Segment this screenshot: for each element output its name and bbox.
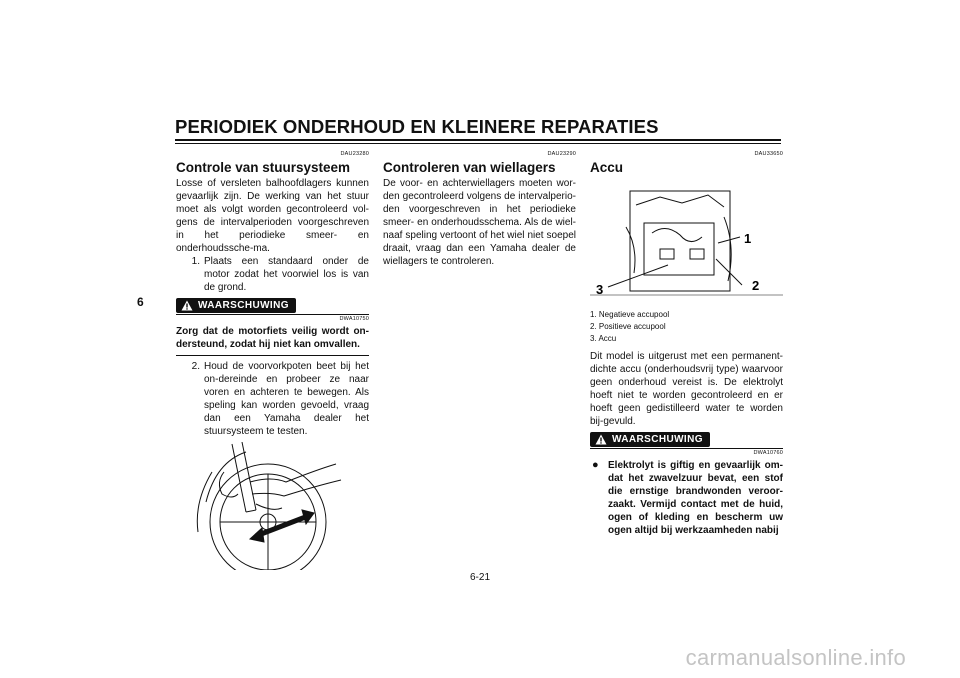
step-number: 2. xyxy=(191,361,200,372)
step-number: 1. xyxy=(191,256,200,267)
page-number: 6-21 xyxy=(469,572,490,583)
legend-item: 1. Negatieve accupool xyxy=(590,310,670,319)
battery-section xyxy=(590,150,783,537)
section-code: DAU23290 xyxy=(547,151,576,157)
warning-end-rule xyxy=(176,355,369,356)
section-intro: Losse of versleten balhoofdlagers kunnen gevaarlijk zijn. De werking van het stuur moet als volgt worden gecontroleerd vol-gens de intervalperioden voorgeschreven in het periodieke smeer- en onderhoudssche-ma. xyxy=(176,178,369,254)
warning-triangle-icon xyxy=(181,300,193,311)
warning-header xyxy=(590,432,783,447)
fork-check-illustration xyxy=(176,442,369,570)
battery-illustration xyxy=(590,177,783,305)
section-code: DAU23280 xyxy=(340,151,369,157)
figure-legend xyxy=(590,309,783,345)
chapter-number: 6 xyxy=(137,295,144,309)
callout-1: 1 xyxy=(744,231,752,246)
title-rule-thin xyxy=(175,143,781,144)
steering-section xyxy=(176,150,369,575)
warning-text: Zorg dat de motorfiets veilig wordt on-dersteund, zodat hij niet kan omvallen. xyxy=(176,326,369,350)
callout-3: 3 xyxy=(596,282,604,297)
wheel-bearings-section xyxy=(383,150,576,268)
warning-bullet-text: Elektrolyt is giftig en gevaarlijk om-dat het zwavelzuur bevat, een stof die ernstige brandwonden veroor-zaakt. Vermijd contact met de huid, ogen of kleding en bescherm uw ogen altijd bij werkzaamheden nabij xyxy=(608,460,783,536)
warning-label: WAARSCHUWING xyxy=(198,300,289,311)
warning-header xyxy=(176,298,369,313)
step-text: Plaats een standaard onder de motor zodat het voorwiel los is van de grond. xyxy=(204,256,369,293)
legend-item: 2. Positieve accupool xyxy=(590,322,666,331)
warning-triangle-icon xyxy=(595,434,607,445)
bullet-dot-icon: ● xyxy=(592,459,599,471)
section-title: Controleren van wiellagers xyxy=(383,160,556,175)
warning-badge xyxy=(590,432,710,447)
step-item xyxy=(176,360,369,438)
battery-diagram xyxy=(590,177,783,305)
legend-item: 3. Accu xyxy=(590,334,617,343)
section-code: DAU33650 xyxy=(754,151,783,157)
warning-code: DWA10750 xyxy=(176,314,369,323)
steering-illustration xyxy=(176,442,369,575)
warning-label: WAARSCHUWING xyxy=(612,434,703,445)
callout-2: 2 xyxy=(752,278,760,293)
watermark: carmanualsonline.info xyxy=(685,645,906,670)
section-text: Dit model is uitgerust met een permanent-dichte accu (onderhoudsvrij type) waarvoor geen onderhoud vereist is. De elektrolyt hoeft niet te worden gecontroleerd en er hoeft geen gedistilleerd water te worden bij-gevuld. xyxy=(590,351,783,427)
warning-bullet xyxy=(590,459,783,537)
step-item xyxy=(176,255,369,294)
step-text: Houd de voorvorkpoten beet bij het on-dereinde en probeer ze naar voren en achteren te bewegen. Als speling kan worden gevoeld, vraag dan een Yamaha dealer het stuursysteem te testen. xyxy=(204,361,369,437)
title-rule-thick xyxy=(175,139,781,141)
page-title: PERIODIEK ONDERHOUD EN KLEINERE REPARATIES xyxy=(175,116,659,137)
warning-badge xyxy=(176,298,296,313)
warning-code: DWA10760 xyxy=(590,448,783,457)
section-title: Controle van stuursysteem xyxy=(176,160,351,175)
section-text: De voor- en achterwiellagers moeten wor-den gecontroleerd volgens de intervalperio-den voorgeschreven in het periodieke smeer- en onderhoudsschema. Als de wiel-naaf speling vertoont of het wiel niet soepel draait, vraag dan een Yamaha dealer de wiellagers te controleren. xyxy=(383,178,576,267)
section-title: Accu xyxy=(590,160,624,175)
